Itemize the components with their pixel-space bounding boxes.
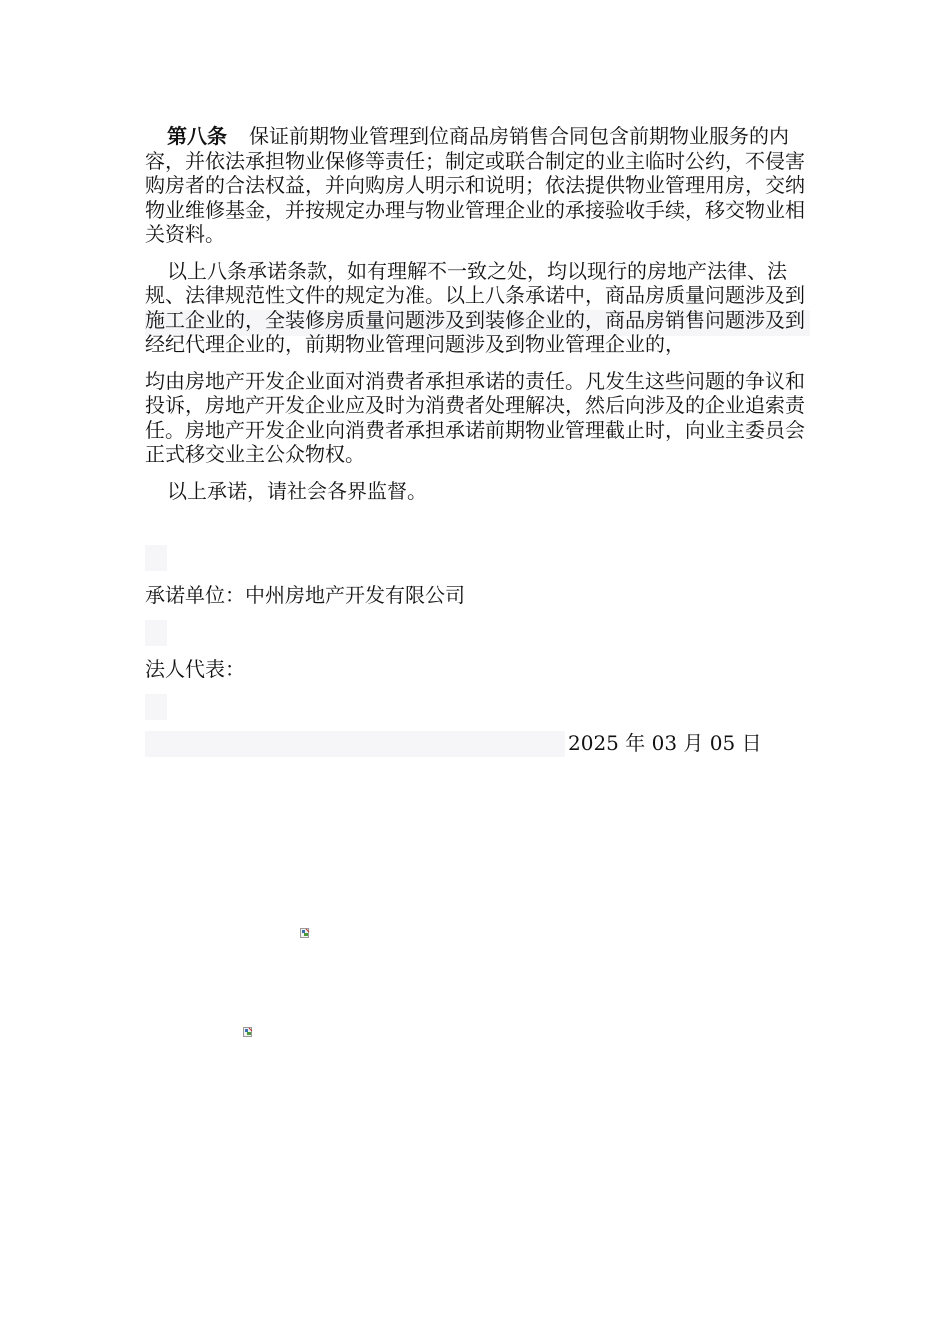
article-8-text: 保证前期物业管理到位商品房销售合同包含前期物业服务的内容，并依法承担物业保修等责任；制定或联合制定的业主临时公约，不侵害购房者的合法权益，并向购房人明示和说明；依法提供物业管理用房，交纳物业维修基金，并按规定办理与物业管理企业的承接验收手续，移交物业相关资料。 bbox=[145, 124, 805, 246]
broken-image-icon bbox=[243, 1027, 253, 1038]
text-shading bbox=[145, 545, 167, 571]
signing-date: 2025 年 03 月 05 日 bbox=[568, 731, 762, 755]
text-shading bbox=[145, 694, 167, 720]
promising-unit-label: 承诺单位： bbox=[145, 583, 245, 607]
clarification-paragraph: 以上八条承诺条款，如有理解不一致之处，均以现行的房地产法律、法规、法律规范性文件的规定为准。以上八条承诺中，商品房质量问题涉及到施工企业的，全装修房质量问题涉及到装修企业的，商品房销售问题涉及到经纪代理企业的，前期物业管理问题涉及到物业管理企业的， bbox=[145, 258, 805, 356]
responsibility-paragraph: 均由房地产开发企业面对消费者承担承诺的责任。凡发生这些问题的争议和投诉，房地产开发企业应及时为消费者处理解决，然后向涉及的企业追索责任。房地产开发企业向消费者承担承诺前期物业管理截止时，向业主委员会正式移交业主公众物权。 bbox=[145, 368, 805, 466]
document-body bbox=[145, 124, 810, 503]
broken-image-icon bbox=[300, 928, 310, 939]
text-shading bbox=[145, 620, 167, 646]
article-8-paragraph bbox=[145, 124, 810, 247]
promising-unit-name: 中州房地产开发有限公司 bbox=[245, 583, 465, 607]
legal-representative-line bbox=[145, 657, 245, 681]
article-8-heading: 第八条 bbox=[167, 124, 227, 148]
text-shading bbox=[145, 731, 565, 757]
supervision-paragraph: 以上承诺，请社会各界监督。 bbox=[167, 478, 427, 503]
legal-representative-label: 法人代表： bbox=[145, 657, 245, 681]
promising-unit-line bbox=[145, 583, 465, 607]
